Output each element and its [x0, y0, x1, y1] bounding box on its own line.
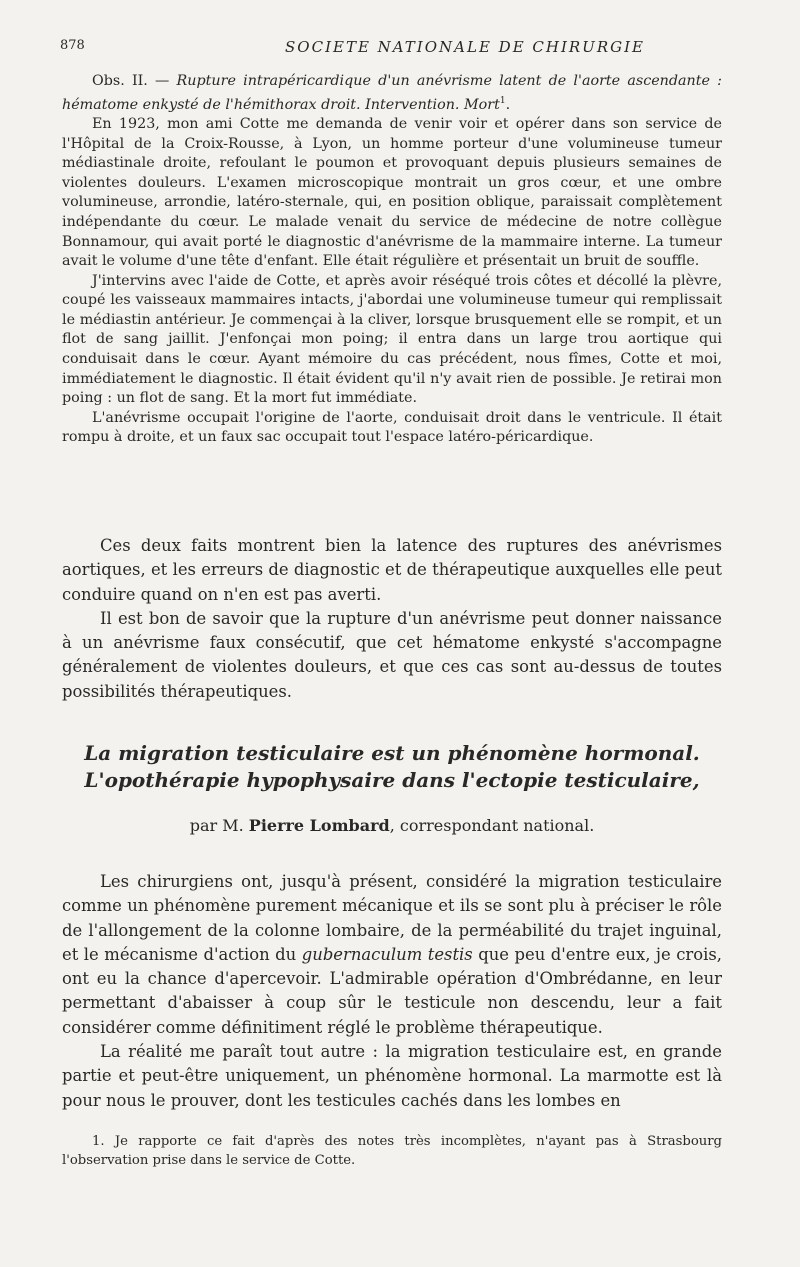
footnote: [62, 1132, 722, 1170]
observation-block: [62, 72, 722, 448]
article-text: que peu d'entre eux, je crois, ont eu la chance d'apercevoir. L'admirable opération d'Ombrédanne, en leur permettant d'abaisser à coup sûr le testicule non descendu, leur a fait considérer comme définitiment réglé le problème thérapeutique.: [62, 944, 722, 1037]
obs-title: Rupture intrapéricardique d'un anévrisme latent de l'aorte ascendante : hématome enkysté de l'hémithorax droit. Intervention. Mort: [62, 73, 722, 113]
byline-prefix: par M.: [189, 816, 244, 835]
article-paragraph: [62, 870, 722, 1040]
conclusion-paragraph: Il est bon de savoir que la rupture d'un anévrisme peut donner naissance à un anévrisme faux consécutif, que cet hématome enkysté s'accompagne généralement de violentes douleurs, et que ces cas sont au-dessus de toutes possibilités thérapeutiques.: [62, 608, 722, 701]
byline-suffix: , correspondant national.: [389, 816, 595, 835]
byline: [62, 816, 722, 835]
article-title-line: La migration testiculaire est un phénomène hormonal.: [84, 741, 700, 765]
conclusion-paragraph: Ces deux faits montrent bien la latence des ruptures des anévrismes aortiques, et les erreurs de diagnostic et de thérapeutique auxquelles elle peut conduire quand on n'en est pas averti.: [62, 536, 722, 604]
article-title-line: L'opothérapie hypophysaire dans l'ectopie testiculaire,: [84, 768, 700, 792]
obs-paragraph: En 1923, mon ami Cotte me demanda de venir voir et opérer dans son service de l'Hôpital de la Croix-Rousse, à Lyon, un homme porteur d'une volumineuse tumeur médiastinale droite, refoulant le poumon et provoquant depuis plusieurs semaines de violentes douleurs. L'examen microscopique montrait un gros cœur, et une ombre volumineuse, arrondie, latéro-sternale, qui, en position oblique, paraissait complètement indépendante du cœur. Le malade venait du service de médecine de notre collègue Bonnamour, qui avait porté le diagnostic d'anévrisme de la mammaire interne. La tumeur avait le volume d'une tête d'enfant. Elle était régulière et présentait un bruit de souffle.: [62, 115, 722, 270]
observation-heading: Obs. II. — Rupture intrapéricardique d'un anévrisme latent de l'aorte ascendante : hématome enkysté de l'hémithorax droit. Intervention. Mort$^1$.: [62, 73, 722, 113]
page-number: 878: [60, 38, 85, 53]
article-text: Les chirurgiens ont, jusqu'à présent, considéré la migration testiculaire comme un phénomène purement mécanique et ils se sont plu à préciser le rôle de l'allongement de la colonne lombaire, de la perméabilité du trajet inguinal, et le mécanisme d'action du: [62, 872, 722, 964]
footnote-ref: 1: [499, 95, 506, 106]
article-body: [62, 870, 722, 1113]
footnote-text: 1. Je rapporte ce fait d'après des notes très incomplètes, n'ayant pas à Strasbourg l'observation prise dans le service de Cotte.: [62, 1134, 722, 1168]
article-title: [62, 740, 722, 794]
obs-label: Obs. II. —: [92, 73, 170, 89]
obs-paragraph: L'anévrisme occupait l'origine de l'aorte, conduisait droit dans le ventricule. Il était rompu à droite, et un faux sac occupait tout l'espace latéro-péricardique.: [62, 409, 722, 446]
article-italic-term: gubernaculum testis: [301, 944, 473, 964]
conclusion-block: [62, 534, 722, 704]
article-paragraph: La réalité me paraît tout autre : la migration testiculaire est, en grande partie et peut-être uniquement, un phénomène hormonal. La marmotte est là pour nous le prouver, dont les testicules cachés dans les lombes en: [62, 1042, 722, 1110]
running-header: [60, 38, 730, 60]
author-name: Pierre Lombard: [248, 816, 390, 835]
obs-paragraph: J'intervins avec l'aide de Cotte, et après avoir réséqué trois côtes et décollé la plèvre, coupé les vaisseaux mammaires intacts, j'abordai une volumineuse tumeur qui remplissait le médiastin antérieur. Je commençai à la cliver, lorsque brusquement elle se rompit, et un flot de sang jaillit. J'enfonçai mon poing; il entra dans un large trou aortique qui conduisait dans le cœur. Ayant mémoire du cas précédent, nous fîmes, Cotte et moi, immédiatement le diagnostic. Il était évident qu'il n'y avait rien de possible. Je retirai mon poing : un flot de sang. Et la mort fut immédiate.: [62, 272, 722, 407]
running-title: SOCIETE NATIONALE DE CHIRURGIE: [285, 38, 645, 56]
